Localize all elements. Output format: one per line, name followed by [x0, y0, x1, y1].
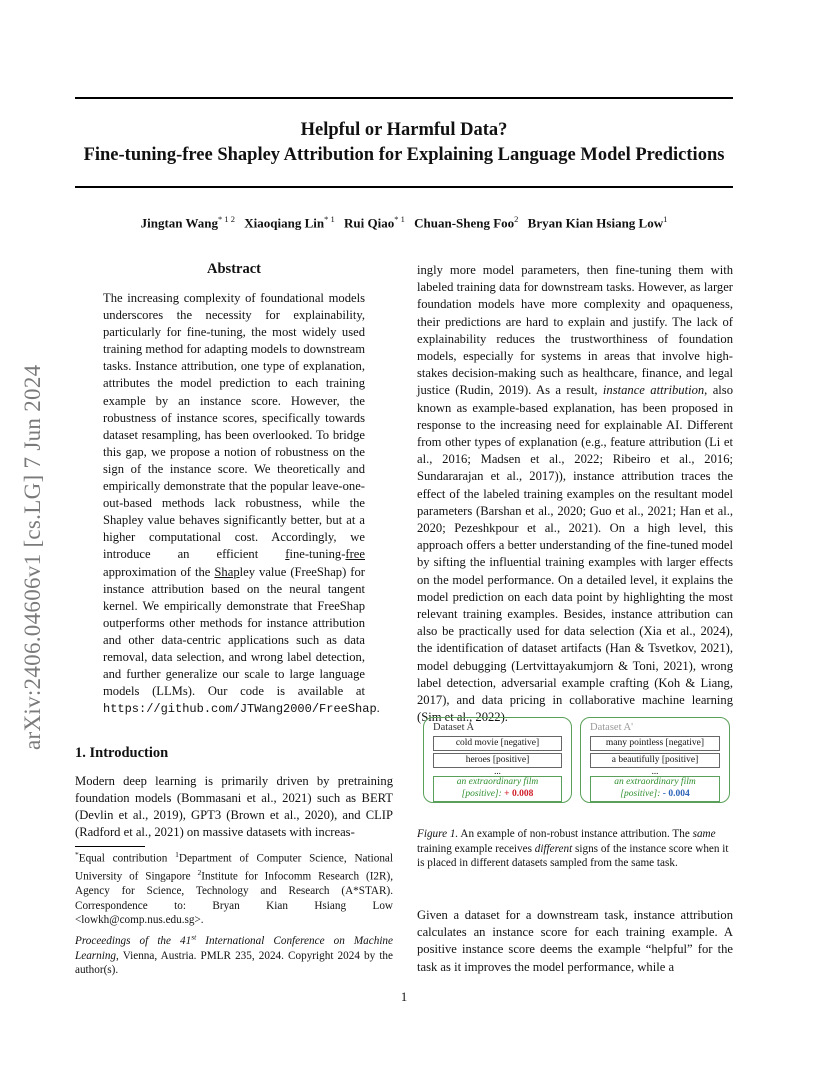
- paper-title-line1: Helpful or Harmful Data?: [300, 120, 508, 140]
- ellipsis: ...: [494, 766, 501, 776]
- footnote: *Equal contribution $^1$Department of Computer Science, National University of Singapore $^2$Institute for Infocomm Research (I2R), Agency for Science, Technology and Research (A*STAR). Correspondence to: Bryan Kian Hsiang Low <lowkh@comp.nus.edu.sg>.: [75, 850, 393, 927]
- instance-score-negative: - 0.004: [662, 788, 690, 799]
- figure-caption: Figure 1. An example of non-robust instance attribution. The same training example receives different signs of the instance score when it is placed in different datasets sampled from the same task.: [417, 828, 729, 869]
- training-example: many pointless [negative]: [590, 736, 720, 751]
- dataset-title: Dataset A: [433, 722, 475, 733]
- author-affil: 1: [663, 214, 668, 224]
- code-link[interactable]: https://github.com/JTWang2000/FreeShap: [103, 702, 377, 717]
- bottom-rule: [75, 186, 733, 188]
- figure-1: [423, 717, 733, 805]
- training-example: cold movie [negative]: [433, 736, 562, 751]
- top-rule: [75, 97, 733, 99]
- ellipsis: ...: [651, 766, 659, 776]
- abstract-heading: Abstract: [207, 261, 261, 277]
- proceedings-note: Proceedings of the 41st International Conference on Machine Learning, Vienna, Austria. PMLR 235, 2024. Copyright 2024 by the author(s).: [75, 932, 393, 977]
- paper-title-line2: Fine-tuning-free Shapley Attribution for Explaining Language Model Predictions: [83, 145, 725, 165]
- footnote-rule: [75, 846, 145, 847]
- author-affil: * 1: [324, 214, 335, 224]
- training-example: a beautifully [positive]: [590, 753, 720, 768]
- abstract-body: The increasing complexity of foundational models underscores the necessity for explainability, particularly for fine-tuning, the most widely used training method for adapting models to downstream tasks. Instance attribution, one type of explanation, attributes the model prediction to each training example by an instance score. However, the robustness of instance scores, specifically towards dataset resampling, has been overlooked. To bridge this gap, we propose a notion of robustness on the sign of the instance score. We theoretically and empirically demonstrate that the popular leave-one-out-based methods lack robustness, while the Shapley value behaves significantly better, but at a higher computational cost. Accordingly, we introduce an efficient fine-tuning-free approximation of the Shapley value (FreeShap) for instance attribution based on the neural tangent kernel. We empirically demonstrate that FreeShap outperforms other methods for instance attribution and other data-centric applications such as data removal, data selection, and wrong label detection, and further generalize our scale to large language models (LLMs). Our code is available at https://github.com/JTWang2000/FreeShap.: [103, 291, 380, 717]
- author-name: Chuan-Sheng Foo: [414, 215, 515, 231]
- instance-score-positive: + 0.008: [504, 788, 534, 799]
- arxiv-identifier: arXiv:2406.04606v1 [cs.LG] 7 Jun 2024: [20, 364, 45, 750]
- author-name: Rui Qiao: [344, 215, 395, 231]
- target-example: an extraordinary film [positive]: + 0.008: [433, 776, 562, 802]
- intro-paragraph: Modern deep learning is primarily driven by pretraining foundation models (Bommasani et al., 2021) such as BERT (Devlin et al., 2019), GPT3 (Brown et al., 2020), and CLIP (Radford et al., 2021) on massive datasets with increas-: [75, 774, 393, 840]
- training-example: heroes [positive]: [433, 753, 562, 768]
- dataset-a-box: [423, 717, 572, 803]
- author-affil: * 1: [394, 214, 405, 224]
- dataset-a-prime-box: [580, 717, 730, 803]
- author-name: Jingtan Wang: [140, 215, 219, 231]
- right-column-paragraph: Given a dataset for a downstream task, instance attribution calculates an instance score for each training example. A positive instance score deems the example “helpful” for the task as it improves the model performance, while a: [417, 908, 733, 974]
- section-heading-introduction: 1. Introduction: [75, 745, 169, 761]
- intro-continued-paragraph: ingly more model parameters, then fine-tuning them with labeled training data for downstream tasks. However, as larger foundation models have more complexity and opaqueness, their predictions are hard to explain and justify. The lack of explainability reduces the trustworthiness of foundation models, especially for systems in areas that involve high-stakes decision-making such as healthcare, finance, and legal justice (Rudin, 2019). As a result, instance attribution, also known as example-based explanation, has been proposed in response to the increasing need for explainable AI. Different from other types of explanation (e.g., feature attribution (Li et al., 2016; Madsen et al., 2022; Ribeiro et al., 2016; Sundararajan et al., 2017)), instance attribution traces the effect of the labeled training examples on the resultant model parameters (Barshan et al., 2020; Guo et al., 2021; Han et al., 2020; Pezeshkpour et al., 2021). On a high level, this approach offers a better understanding of the fine-tuned model by sifting the influential training examples with larger effects on the model performance. On a detailed level, it explains the model prediction on each data point by highlighting the most relevant training examples. Besides, instance attribution can also be practically used for data selection (Xia et al., 2024), the identification of dataset artifacts (Han & Tsvetkov, 2021), model debugging (Lertvittayakumjorn & Toni, 2021), wrong label detection, adversarial example crafting (Koh & Liang, 2017), and data pricing in collaborative machine learning (Sim et al., 2022).: [417, 263, 733, 725]
- author-name: Bryan Kian Hsiang Low: [527, 215, 664, 231]
- target-example: an extraordinary film [positive]: - 0.004: [590, 776, 720, 802]
- author-affil: 2: [514, 214, 519, 224]
- dataset-title: Dataset A': [590, 722, 634, 733]
- author-list: [75, 214, 733, 231]
- page-number: 1: [400, 990, 408, 1004]
- author-name: Xiaoqiang Lin: [244, 215, 325, 231]
- author-affil: * 1 2: [218, 214, 236, 224]
